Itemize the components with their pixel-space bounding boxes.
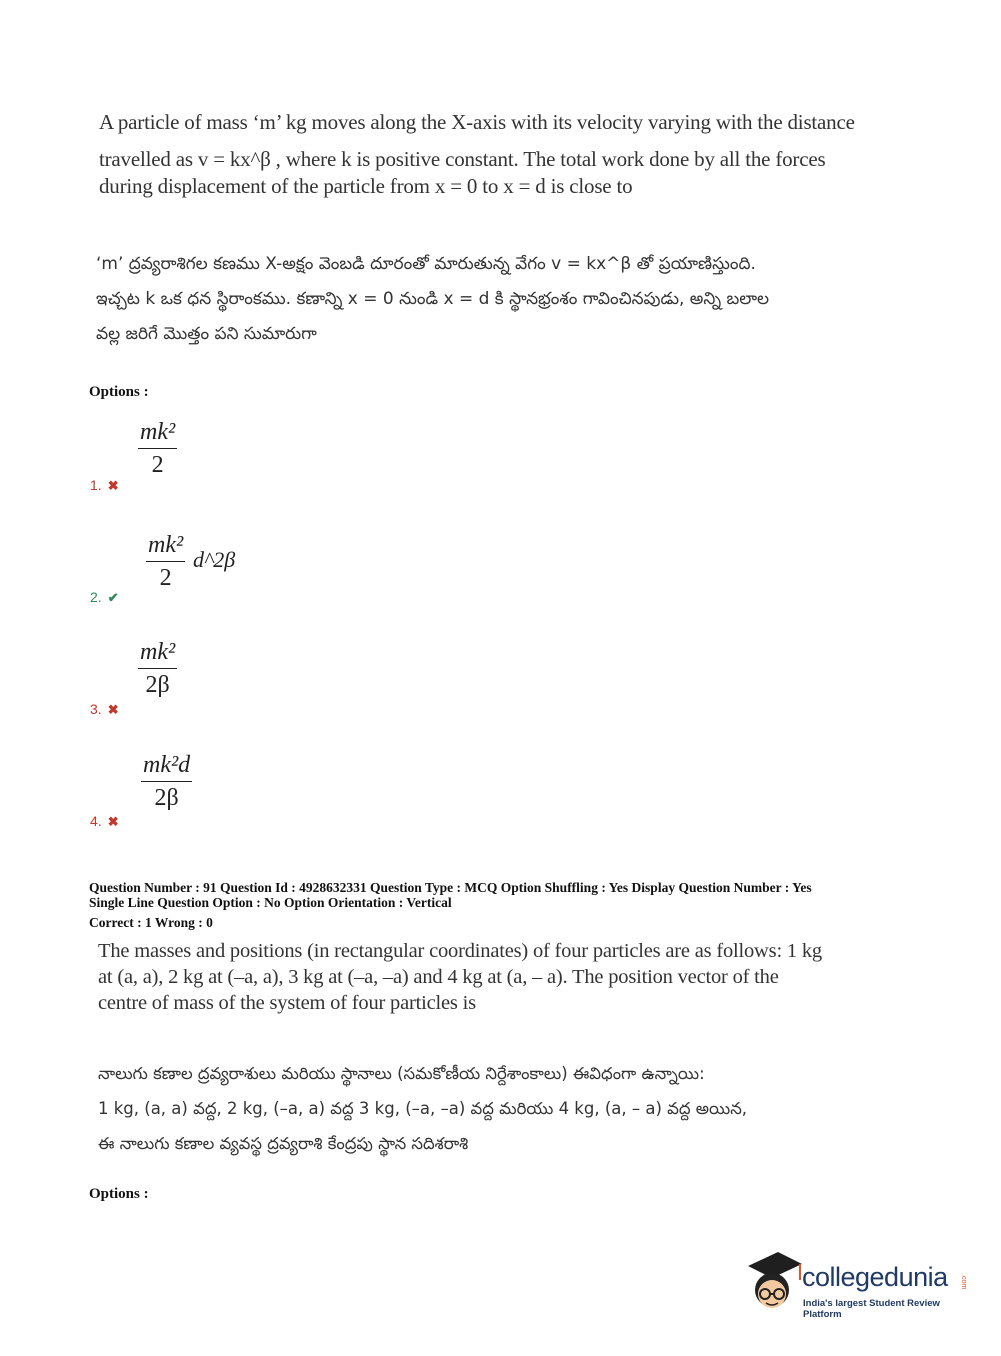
option-2-fraction[interactable] [146, 531, 185, 592]
q1-te-line-3: వల్ల జరిగే మొత్తం పని సుమారుగా [96, 324, 317, 344]
q2-en-line-2: at (a, a), 2 kg at (–a, a), 3 kg at (–a, –a) and 4 kg at (a, – a). The position vector of the [98, 966, 779, 988]
student-cap-icon [742, 1248, 804, 1318]
collegedunia-logo[interactable] [742, 1248, 972, 1318]
option-2-number: 2. ✔ [90, 589, 119, 605]
option-4-fraction[interactable] [141, 751, 192, 812]
option-4-number: 4. ✖ [90, 813, 119, 829]
option-3-denominator: 2β [145, 672, 170, 698]
option-3-fraction[interactable] [138, 638, 177, 699]
q2-en-line-3: centre of mass of the system of four particles is [98, 992, 476, 1014]
q1-en-line-2: travelled as v = kx^β , where k is positive constant. The total work done by all the forces [99, 147, 826, 171]
q2-en-line-1: The masses and positions (in rectangular coordinates) of four particles are as follows: 1 kg [98, 940, 822, 962]
option-2-denominator: 2 [159, 565, 172, 591]
logo-tagline: India's largest Student Review Platform [803, 1298, 940, 1320]
option-1-fraction[interactable] [138, 418, 177, 479]
q2-te-line-3: ఈ నాలుగు కణాల వ్యవస్థ ద్రవ్యరాశి కేంద్రపు స్థాన సదిశరాశి [98, 1134, 469, 1153]
q1-en-line-3: during displacement of the particle from x = 0 to x = d is close to [99, 174, 633, 198]
wrong-mark-icon: ✖ [107, 478, 119, 493]
option-4-denominator: 2β [154, 785, 179, 811]
option-4-numerator: mk²d [143, 752, 191, 778]
q2-meta-line-1: Question Number : 91 Question Id : 4928632331 Question Type : MCQ Option Shuffling : Yes Display Question Number : Yes [89, 880, 812, 895]
logo-suffix: .com [960, 1274, 967, 1290]
wrong-mark-icon: ✖ [107, 702, 119, 717]
q2-te-line-1: నాలుగు కణాల ద్రవ్యరాశులు మరియు స్థానాలు (సమకోణీయ నిర్దేశాంకాలు) ఈవిధంగా ఉన్నాయి: [98, 1064, 705, 1083]
q1-en-line-1: A particle of mass ‘m’ kg moves along the X-axis with its velocity varying with the distance [99, 110, 855, 134]
q2-meta-line-3: Correct : 1 Wrong : 0 [89, 915, 213, 930]
question-1-english [99, 106, 899, 203]
q2-meta-line-2: Single Line Question Option : No Option Orientation : Vertical [89, 895, 452, 910]
logo-name: collegedunia [802, 1262, 948, 1292]
option-2-suffix: d^2β [193, 547, 236, 572]
q1-te-line-2: ఇచ్చట k ఒక ధన స్థిరాంకము. కణాన్ని x = 0 నుండి x = d కి స్థానభ్రంశం గావించినపుడు, అన్ని బలాల [96, 289, 770, 309]
question-2-english [98, 938, 898, 1016]
question-2-meta [89, 880, 812, 930]
q1-te-line-1: ‘m’ ద్రవ్యరాశిగల కణము X-అక్షం వెంబడి దూరంతో మారుతున్న వేగం v = kx^β తో ప్రయాణిస్తుంది. [96, 254, 756, 274]
option-2-numerator: mk² [148, 532, 184, 558]
option-3-numerator: mk² [140, 639, 176, 665]
option-1-number: 1. ✖ [90, 477, 119, 493]
options-label: Options : [89, 384, 149, 400]
option-3-number: 3. ✖ [90, 701, 119, 717]
q2-te-line-2: 1 kg, (a, a) వద్ద, 2 kg, (–a, a) వద్ద 3 kg, (–a, –a) వద్ద మరియు 4 kg, (a, – a) వద్ద అయిన, [98, 1099, 748, 1118]
option-1-denominator: 2 [151, 452, 164, 478]
question-2-telugu [98, 1056, 898, 1161]
question-1-telugu [96, 247, 896, 352]
option-1-numerator: mk² [140, 419, 176, 445]
wrong-mark-icon: ✖ [107, 814, 119, 829]
options-label-q2: Options : [89, 1186, 149, 1202]
correct-check-icon: ✔ [107, 590, 119, 605]
